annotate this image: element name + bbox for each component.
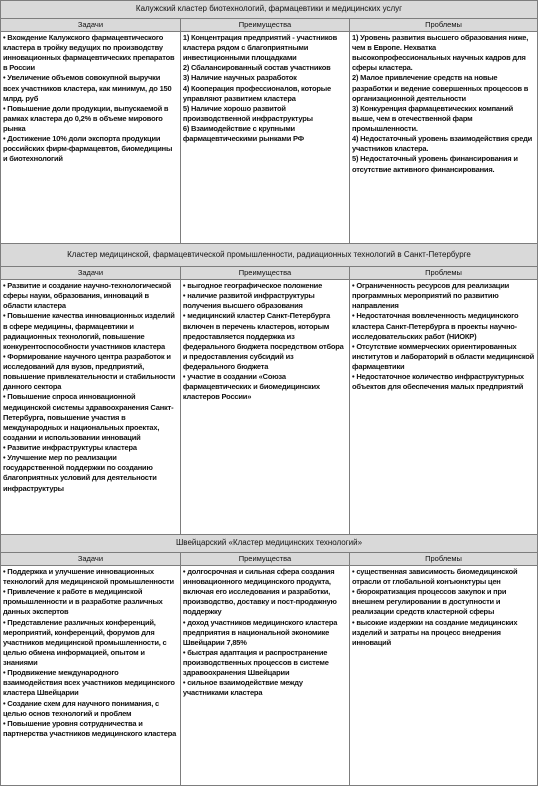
task-item: • Вхождение Калужского фармацевтического кластера в тройку ведущих по производству инновационных фармацевтических препаратов в России	[3, 32, 175, 73]
advantage-item: • медицинский кластер Санкт-Петербурга включен в перечень кластеров, которым предоставляется поддержка из федерального бюджета посредством отбора и предоставления субсидий из федерального бюджета	[182, 311, 344, 372]
task-item: • Повышение доли продукции, выпускаемой в рамках кластера до 0,2% в объеме мирового рынка	[3, 103, 169, 134]
advantages-cell	[180, 31, 349, 243]
advantage-item: • участие в создании «Союза фармацевтических и биомедицинских кластеров России»	[182, 372, 320, 402]
problem-item: 1) Уровень развития высшего образования ниже, чем в Европе. Нехватка высокопрофессиональных научных кадров для сферы кластера.	[352, 32, 529, 73]
problem-item: • существенная зависимость биомедицинской отрасли от глобальной конъюнктуры цен	[352, 566, 518, 587]
advantage-item: 4) Кооперация профессионалов, которые управляют развитием кластера	[182, 83, 331, 103]
task-item: • Поддержка и улучшение инновационных технологий для медицинской промышленности	[3, 566, 174, 587]
problems-cell	[350, 31, 538, 243]
advantage-item: 2) Сбалансированный состав участников	[182, 63, 331, 73]
header-problems: Проблемы	[350, 552, 538, 565]
advantage-item: • доход участников медицинского кластера предприятия в национальной экономике Швейцарии 7,85%	[182, 617, 338, 647]
section-title: Швейцарский «Кластер медицинских технологий»	[1, 535, 538, 553]
task-item: • Достижение 10% доли экспорта продукции российских фирм-фармацевтов, биомедицины и биотехнологий	[3, 134, 173, 164]
header-advantages: Преимущества	[180, 18, 349, 31]
problems-cell	[350, 565, 538, 785]
task-item: • Повышение уровня сотрудничества и партнерства участников медицинского кластера	[3, 718, 177, 738]
advantages-cell	[180, 565, 349, 785]
advantage-item: 1) Концентрация предприятий - участников кластера рядом с благоприятными инвестиционными площадками	[182, 32, 337, 63]
task-item: • Развитие инфраструктуры кластера	[3, 443, 137, 453]
header-advantages: Преимущества	[180, 266, 349, 279]
problem-item: • бюрократизация процессов закупок и при внешнем регулировании в доступности и реализации средств кластерной сферы	[352, 587, 507, 617]
problem-item: 2) Малое привлечение средств на новые разработки и ведение совершенных процессов в организационной деятельности	[352, 73, 529, 103]
advantage-item: 6) Взаимодействие с крупными фармацевтическими рынками РФ	[182, 124, 304, 144]
advantage-item: • выгодное географическое положение	[182, 281, 323, 291]
advantages-cell	[180, 280, 349, 535]
advantage-item: • сильное взаимодействие между участниками кластера	[182, 678, 303, 698]
tasks-cell	[1, 31, 181, 243]
header-problems: Проблемы	[350, 18, 538, 31]
task-item: • Создание схем для научного понимания, с целью основ технологий и проблем	[3, 698, 159, 718]
task-item: • Улучшение мер по реализации государственной поддержки по созданию благоприятных условий для деятельности инфраструктуры	[3, 453, 157, 493]
header-tasks: Задачи	[1, 266, 181, 279]
problem-item: 3) Конкуренция фармацевтических компаний выше, чем в отечественной фарм промышленности.	[352, 103, 514, 134]
advantage-item: • быстрая адаптация и распространение производственных процессов в системе здравоохранения Швейцарии	[182, 647, 329, 678]
task-item: • Продвижение международного взаимодействия всех участников медицинского кластера Швейцарии	[3, 668, 175, 698]
tasks-cell	[1, 280, 181, 535]
task-item: • Привлечение к работе в медицинской промышленности и в разработке различных данных экспертов	[3, 587, 163, 617]
problem-item: • высокие издержки на создание медицинских изделий и затраты на процесс внедрения инноваций	[352, 617, 518, 647]
section-title: Кластер медицинской, фармацевтической промышленности, радиационных технологий в Санкт-Петербурге	[1, 243, 538, 266]
section-title: Калужский кластер биотехнологий, фармацевтики и медицинских услуг	[1, 1, 538, 19]
problem-item: • Недостаточное количество инфраструктурных объектов для обеспечения малых предприятий	[352, 372, 524, 392]
task-item: • Развитие и создание научно-технологической сферы науки, образования, инноваций в области кластера	[3, 281, 172, 311]
task-item: • Представление различных конференций, мероприятий, конференций, форумов для участников медицинской промышленности, с целью обмена информацией, опытом и знаниями	[3, 617, 167, 668]
advantage-item: 3) Наличие научных разработок	[182, 73, 297, 83]
task-item: • Увеличение объемов совокупной выручки всех участников кластера, как минимум, до 150 млрд. руб	[3, 73, 172, 103]
task-item: • Повышение спроса инновационной медицинской системы здравоохранения Санкт-Петербурга, повышение участия в международных и национальных проектах, создании и использовании инноваций	[3, 392, 174, 442]
advantage-item: • наличие развитой инфраструктуры получения высшего образования	[182, 291, 315, 311]
header-problems: Проблемы	[350, 266, 538, 279]
header-tasks: Задачи	[1, 18, 181, 31]
task-item: • Формирование научного центра разработок и исследований для вузов, предприятий, повышение привлекательности и стабильности данного сектора	[3, 351, 176, 392]
problem-item: 5) Недостаточный уровень финансирования и отсутствие активного финансирования.	[352, 154, 518, 174]
problems-cell	[350, 280, 538, 535]
header-tasks: Задачи	[1, 552, 181, 565]
problem-item: 4) Недостаточный уровень взаимодействия среди участников кластера.	[352, 134, 533, 154]
tasks-cell	[1, 565, 181, 785]
advantage-item: 5) Наличие хорошо развитой производственной инфраструктуры	[182, 103, 313, 123]
problem-item: • Недостаточная вовлеченность медицинского кластера Санкт-Петербурга в проекты научно-исследовательских работ (НИОКР)	[352, 311, 519, 341]
task-item: • Повышение качества инновационных изделий в сфере медицины, фармацевтики и радиационных технологий, повышение конкурентоспособности участников кластера	[3, 311, 175, 351]
header-advantages: Преимущества	[180, 552, 349, 565]
advantage-item: • долгосрочная и сильная сфера создания инновационного медицинского продукта, включая его исследования и разработки, производство, доставку и пост-продажную поддержку	[182, 566, 337, 617]
problem-item: • Ограниченность ресурсов для реализации программных мероприятий по развитию направления	[352, 281, 510, 311]
problem-item: • Отсутствие коммерческих ориентированных институтов и лабораторий в области медицинской фармацевтики	[352, 341, 535, 372]
